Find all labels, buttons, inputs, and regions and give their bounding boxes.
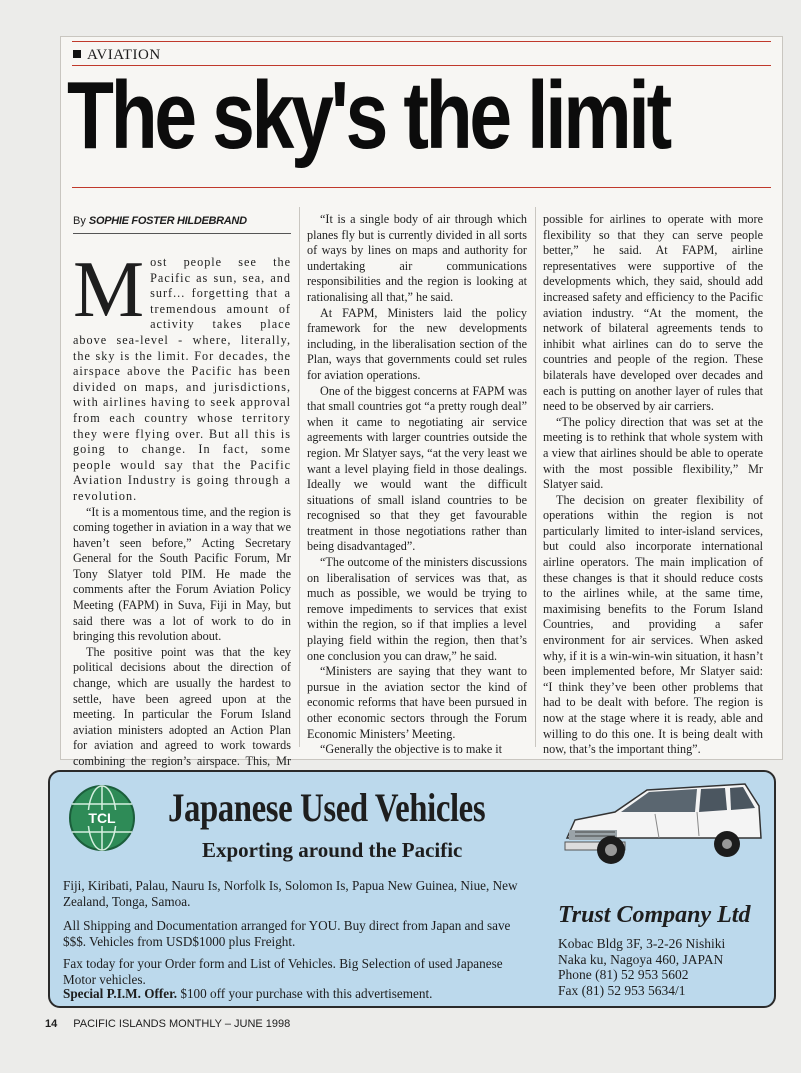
- column-1: [73, 246, 291, 801]
- shipping-text: All Shipping and Documentation arranged for YOU. Buy direct from Japan and save $$$. Vehicles from USD$1000 plus Freight.: [63, 918, 511, 949]
- paragraph: “It is a momentous time, and the region is coming together in aviation in a way that we haven’t seen before,” Acting Secretary General for the South Pacific Forum, Mr Tony Slatyer told PIM. He made the comments after the Forum Aviation Policy Meeting (FAPM) in Suva, Fiji in May, but said there was a lot of work to do in bringing this revolution about.: [73, 504, 291, 644]
- ad-subtitle: Exporting around the Pacific: [202, 838, 463, 862]
- globe-logo-icon: [68, 784, 136, 852]
- paragraph: “Ministers are saying that they want to pursue in the aviation sector the kind of economic reforms that have been pursued in other economic sectors through the Forum Economic Ministers’ Meeting.: [307, 664, 527, 741]
- offer-label: Special P.I.M. Offer.: [63, 986, 178, 1001]
- company-name: Trust Company Ltd: [558, 902, 751, 928]
- byline-author: SOPHIE FOSTER HILDEBRAND: [88, 215, 247, 227]
- column-divider: [535, 207, 536, 747]
- fax-note-text: Fax today for your Order form and List of Vehicles. Big Selection of used Japanese Motor vehicles.: [63, 956, 503, 987]
- ad-title: Japanese Used Vehicles: [168, 785, 486, 830]
- advertisement: [48, 770, 776, 1008]
- station-wagon-image: [555, 776, 765, 876]
- paragraph: The decision on greater flexibility of operations within the region is not particularly limited to inter-island services, but could also incorporate international airline operators. The main implication of these changes is that it should reduce costs to the airlines while, at the same time, maximising benefits to the Forum Island Countries, and providing a safer environment for air services. When asked why, if it is a win-win-win situation, it hasn’t been implemented before, Mr Slatyer said: “I think they’ve been other problems that had to be dealt with before. The region is now at the stage where it is ready, able and willing to do this one. It is being dealt with now, that’s the important thing”.: [543, 492, 763, 757]
- paragraph: possible for airlines to operate with more flexibility so that they can serve people better,” he said. At FAPM, airline representatives were supportive of the developments which, they said, should add increased safety and efficiency to the Pacific aviation industry. “At the moment, the network of bilateral agreements tends to inhibit what airlines can do to serve the countries and people of the region. These bilaterals have developed over decades and each is putting on another layer of rules that need to be observed by air carriers.: [543, 212, 763, 414]
- company-address: [558, 936, 725, 998]
- lead-paragraph: ost people see the Pacific as sun, sea, and surf... forgetting that a tremendous amount of activity takes place above sea-level - where, literally, the sky is the limit. For decades, the airspace above the Pacific has been divided on maps, and jurisdictions, with airlines having to seek approval from each country whose territory they were flying over. But all this is going to change. In fact, some people would say that the Pacific Aviation Industry is going through a revolution.: [73, 255, 291, 503]
- section-label-text: AVIATION: [87, 47, 161, 63]
- page-number: 14: [45, 1018, 58, 1030]
- byline: [73, 215, 247, 227]
- paragraph: “It is a single body of air through which planes fly but is currently divided in all sorts of ways by lines on maps and authority for undertaking air communications responsibilities and the region is looking at rationalising all that,” he said.: [307, 212, 527, 304]
- column-3: [543, 212, 763, 758]
- paragraph: “The policy direction that was set at the meeting is to rethink that whole system with a view that airlines should be able to operate with the most possible flexibility,” Mr Slatyer said.: [543, 414, 763, 492]
- byline-prefix: By: [73, 215, 86, 227]
- fax-line: Fax (81) 52 953 5634/1: [558, 982, 686, 998]
- top-rule: [72, 41, 771, 42]
- paragraph: At FAPM, Ministers laid the policy framework for the new developments including, in the liberalisation section of the Plan, ways that governments could set rules for aviation operations.: [307, 305, 527, 382]
- paragraph: The positive point was that the key political decisions about the direction of change, which are usually the hardest to settle, have been agreed upon at the meeting. In particular the Forum Island aviation ministers adopted an Action Plan for aviation and agreed to work towards combining the region’s airspace. This, Mr: [73, 644, 291, 768]
- paragraph: “Generally the objective is to make it: [320, 742, 503, 757]
- paragraph: “The outcome of the ministers discussions on liberalisation of services was that, as much as possible, we would be trying to remove impediments to services that exist within the region, so if that implies a level playing field within the region, then that’s one conclusion you can draw,” he said.: [307, 555, 527, 663]
- headline-rule: [72, 187, 771, 188]
- address-line: Naka ku, Nagoya 460, JAPAN: [558, 951, 724, 967]
- drop-cap: M: [73, 246, 145, 334]
- logo-text: TCL: [88, 810, 116, 826]
- address-line: Kobac Bldg 3F, 3-2-26 Nishiki: [558, 936, 726, 951]
- article: [60, 36, 783, 768]
- page-footer: [45, 1018, 290, 1030]
- offer-line: [63, 986, 533, 1002]
- publication-name: PACIFIC ISLANDS MONTHLY – JUNE 1998: [73, 1018, 291, 1030]
- column-2: [307, 212, 527, 758]
- paragraph: One of the biggest concerns at FAPM was that small countries got “a pretty rough deal” when it came to negotiating air service agreements with larger countries outside the region. Mr Slatyer says, “at the very least we want a level playing field in those dealings. Ideally we would want the difficult situations of small island countries to be recognised so that they get favourable treatment in those negotiations rather than being disadvantaged”.: [307, 383, 527, 554]
- phone-line: Phone (81) 52 953 5602: [558, 967, 689, 982]
- countries-text: Fiji, Kiribati, Palau, Nauru Is, Norfolk Is, Solomon Is, Papua New Guinea, Niue, New Zealand, Tonga, Samoa.: [63, 878, 518, 909]
- column-divider: [299, 207, 300, 747]
- byline-rule: [73, 233, 291, 234]
- offer-text: $100 off your purchase with this advertisement.: [180, 986, 433, 1001]
- headline: The sky's the limit: [67, 62, 669, 169]
